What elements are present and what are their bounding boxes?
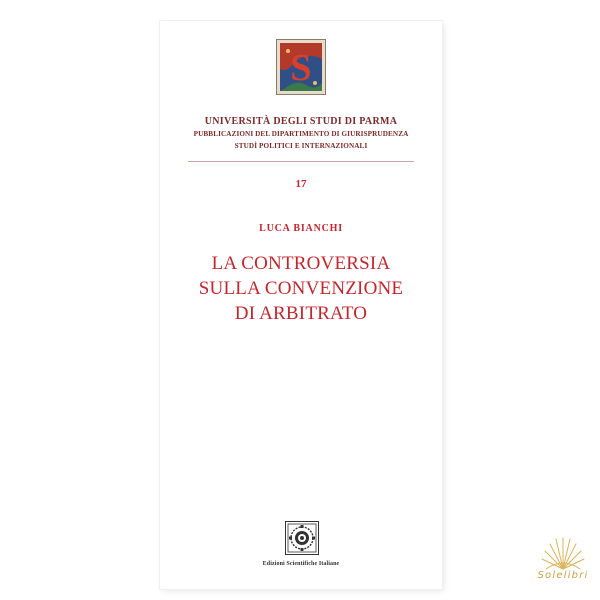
series-name: STUDÌ POLITICI E INTERNAZIONALI <box>234 142 368 150</box>
book-cover <box>160 21 442 589</box>
publisher-seal-icon <box>285 521 319 555</box>
university-emblem-icon <box>276 39 326 95</box>
sun-rays-icon <box>538 537 588 571</box>
author-name: LUCA BIANCHI <box>259 223 343 234</box>
university-name: UNIVERSITÀ DEGLI STUDI DI PARMA <box>204 116 398 127</box>
solelibri-text: Solelibri <box>537 570 589 581</box>
title-line-2: SULLA CONVENZIONE <box>198 278 404 299</box>
svg-text:S: S <box>290 47 312 89</box>
title-line-1: LA CONTROVERSIA <box>211 253 391 274</box>
university-header <box>160 116 442 152</box>
series-number: 17 <box>295 178 307 190</box>
header-divider <box>188 161 414 162</box>
department-name: PUBBLICAZIONI DEL DIPARTIMENTO DI GIURISPRUDENZA <box>193 130 409 138</box>
book-title <box>160 251 442 326</box>
publisher-name: Edizioni Scientifiche Italiane <box>262 561 340 567</box>
title-line-3: DI ARBITRATO <box>234 303 368 324</box>
solelibri-watermark <box>528 537 598 587</box>
